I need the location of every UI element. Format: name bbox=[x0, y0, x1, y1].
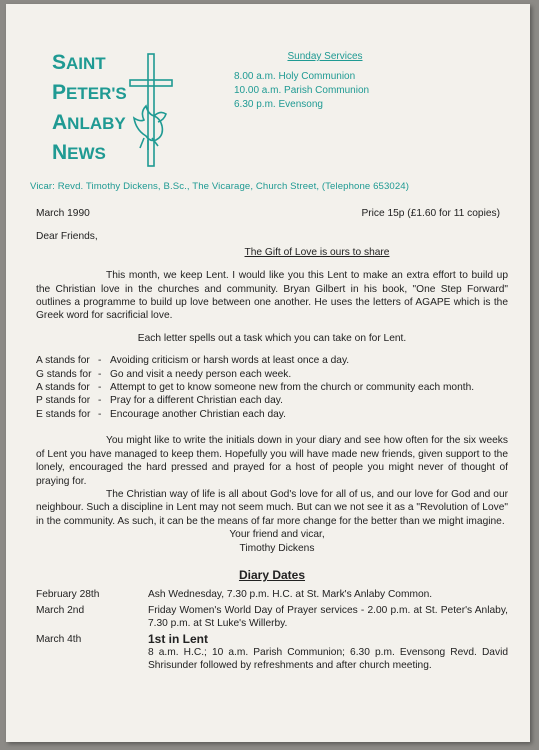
service-row: 6.30 p.m. Evensong bbox=[234, 99, 323, 110]
diary-entry: February 28th Ash Wednesday, 7.30 p.m. H.C. at St. Mark's Anlaby Common. bbox=[36, 589, 433, 601]
signoff: Your friend and vicar, bbox=[229, 529, 325, 541]
cross-cockerel-icon bbox=[124, 50, 180, 168]
diary-entry-heading: 1st in Lent bbox=[148, 631, 209, 646]
list-item: E stands for - Encourage another Christian each day. bbox=[36, 408, 286, 420]
list-item: A stands for - Attempt to get to know someone new from the church or community each month. bbox=[36, 382, 475, 394]
services-heading: Sunday Services bbox=[287, 51, 363, 62]
service-row: 8.00 a.m. Holy Communion bbox=[234, 71, 356, 82]
paragraph: The Christian way of life is all about God's love for all of us, and our love for God and our neighbour. Such a discipline in Lent may not seem much. But can we not see it as a "Revolution of Love" in the community. As such, it can be the means of far more change for the better than we might imagine. bbox=[36, 488, 508, 527]
masthead-line-news: NEWS bbox=[52, 141, 106, 164]
paragraph: This month, we keep Lent. I would like you this Lent to make an extra effort to build up the Christian love in the churches and community. Bryan Gilbert in his book, "One Step Forward" outlines a programme to build up love between one another. He uses the letters of AGAPE which is the Greek word for sacrificial love. bbox=[36, 270, 508, 322]
paragraph: You might like to write the initials down in your diary and see how often for the six weeks of Lent you have managed to keep them. Hopefully you will have made new friends, given support to the lonely, encouraged the hard pressed and prayed for a host of people you might never of thought of praying for. bbox=[36, 435, 508, 487]
issue-dateline bbox=[36, 207, 508, 220]
paragraph: Each letter spells out a task which you can take on for Lent. bbox=[137, 332, 407, 344]
list-item: A stands for - Avoiding criticism or harsh words at least once a day. bbox=[36, 355, 350, 367]
issue-price: Price 15p (£1.60 for 11 copies) bbox=[361, 208, 500, 219]
diary-title: Diary Dates bbox=[238, 567, 306, 582]
list-item: P stands for - Pray for a different Christian each day. bbox=[36, 395, 283, 407]
masthead-title bbox=[52, 48, 127, 168]
masthead-line-peters: PETER'S bbox=[52, 81, 127, 104]
diary-entry: March 4th 1st in Lent 8 a.m. H.C.; 10 a.m. Parish Communion; 6.30 p.m. Evensong Revd. David Shrisunder followed by refreshments and after church meeting. bbox=[36, 631, 508, 672]
letter-title: The Gift of Love is ours to share bbox=[244, 246, 390, 258]
letter-body bbox=[36, 207, 508, 673]
diary-entry: March 2nd Friday Women's World Day of Prayer services - 2.00 p.m. at St. Peter's Anlaby, 7.30 p.m. at St Luke's Willerby. bbox=[36, 604, 508, 630]
vicar-contact-line: Vicar: Revd. Timothy Dickens, B.Sc., The Vicarage, Church Street, (Telephone 653024) bbox=[30, 181, 410, 192]
masthead-line-anlaby: ANLABY bbox=[52, 111, 126, 134]
greeting: Dear Friends, bbox=[36, 231, 98, 243]
issue-date: March 1990 bbox=[36, 208, 90, 219]
sunday-services bbox=[230, 50, 430, 112]
list-item: G stands for - Go and visit a needy person each week. bbox=[36, 368, 292, 380]
masthead-line-saint: SAINT bbox=[52, 51, 106, 74]
newsletter-page bbox=[6, 4, 530, 742]
agape-list bbox=[36, 354, 508, 421]
service-row: 10.00 a.m. Parish Communion bbox=[234, 85, 370, 96]
signature: Timothy Dickens bbox=[239, 542, 315, 554]
